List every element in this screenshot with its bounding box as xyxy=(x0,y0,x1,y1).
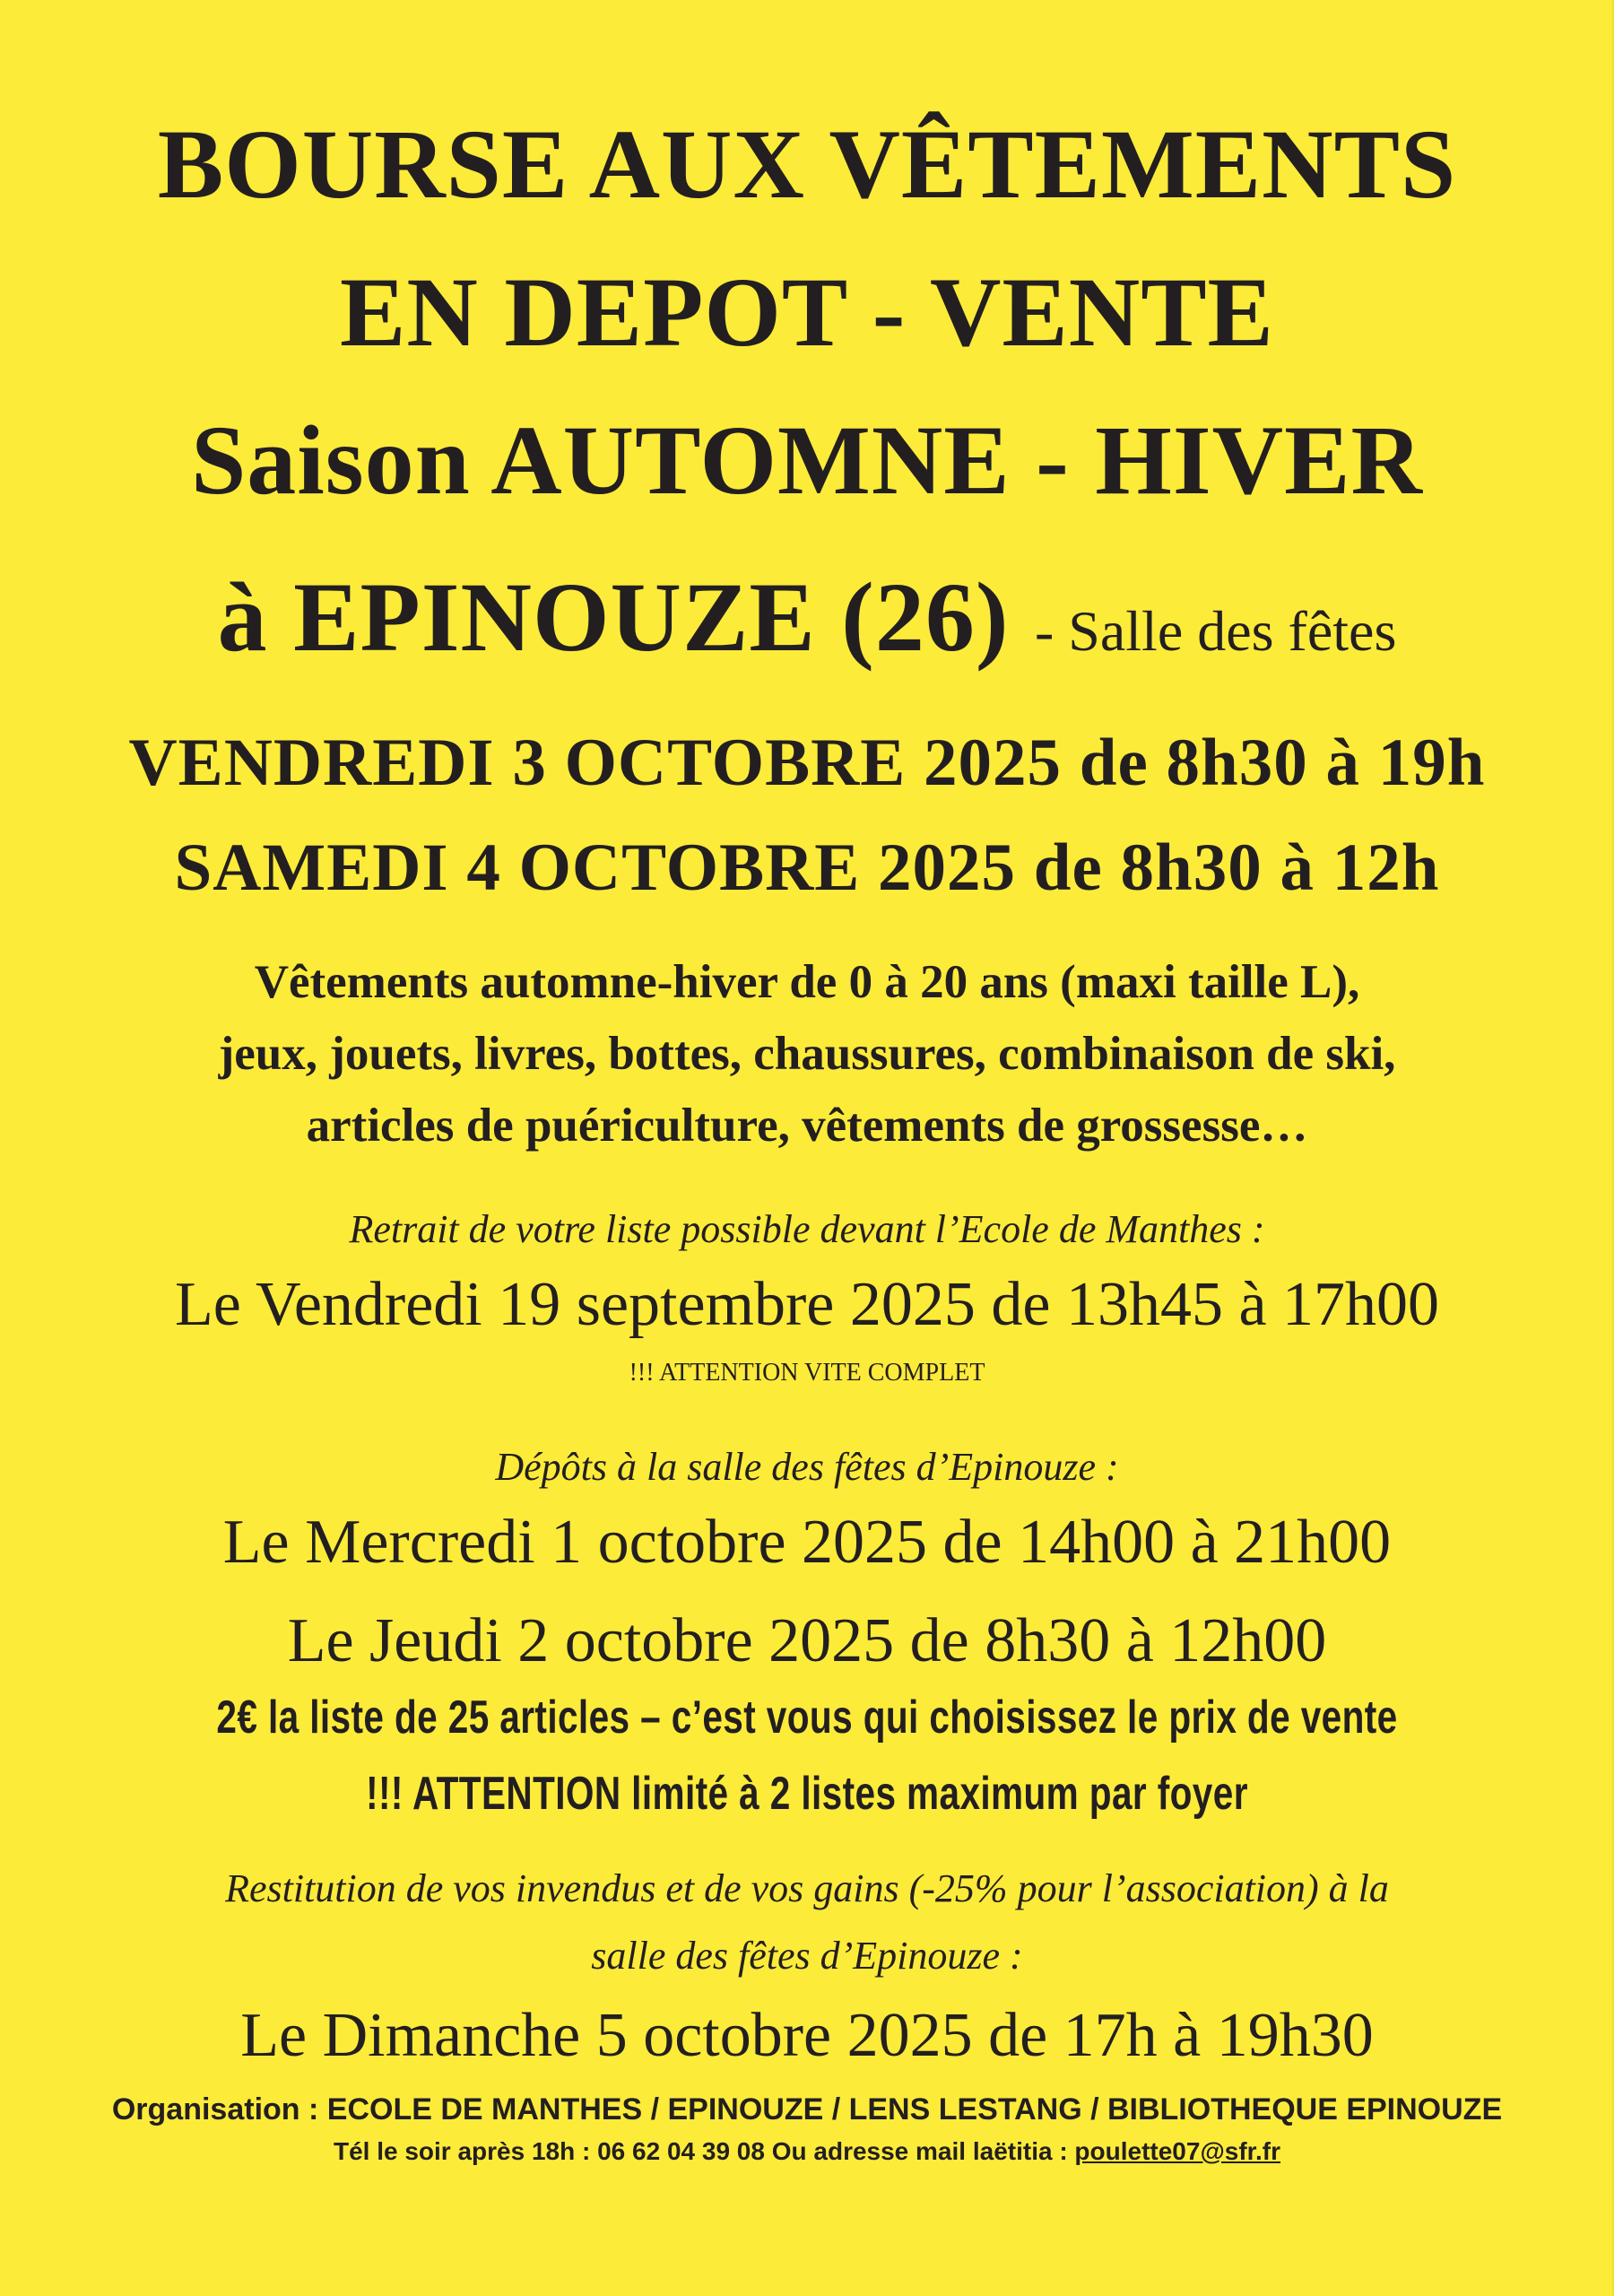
depots-intro: Dépôts à la salle des fêtes d’Epinouze : xyxy=(495,1445,1119,1489)
depots-date-2: Le Jeudi 2 octobre 2025 de 8h30 à 12h00 xyxy=(287,1606,1327,1675)
title-line-2: EN DEPOT - VENTE xyxy=(340,257,1274,367)
retrait-intro: Retrait de votre liste possible devant l’Ecole de Manthes : xyxy=(349,1207,1265,1251)
title-line-4 xyxy=(0,561,1614,674)
depots-price: 2€ la liste de 25 articles – c’est vous qui choisissez le prix de vente xyxy=(216,1692,1398,1744)
retrait-warning: !!! ATTENTION VITE COMPLET xyxy=(629,1359,985,1387)
title-venue: - Salle des fêtes xyxy=(1034,599,1397,663)
restitution-date: Le Dimanche 5 octobre 2025 de 17h à 19h30 xyxy=(240,2001,1374,2070)
items-line-3: articles de puériculture, vêtements de grossesse… xyxy=(306,1100,1308,1152)
depots-limit: !!! ATTENTION limité à 2 listes maximum par foyer xyxy=(366,1768,1248,1820)
footer-contact xyxy=(0,2137,1614,2166)
items-line-2: jeux, jouets, livres, bottes, chaussures, combinaison de ski, xyxy=(218,1028,1396,1080)
depots-date-1: Le Mercredi 1 octobre 2025 de 14h00 à 21h00 xyxy=(222,1508,1392,1577)
footer-contact-text: Tél le soir après 18h : 06 62 04 39 08 Ou adresse mail laëtitia : xyxy=(333,2137,1075,2165)
restitution-intro-1: Restitution de vos invendus et de vos gains (-25% pour l’association) à la xyxy=(225,1866,1389,1910)
footer-organisation: Organisation : ECOLE DE MANTHES / EPINOUZE / LENS LESTANG / BIBLIOTHEQUE EPINOUZE xyxy=(111,2092,1503,2126)
date-saturday: SAMEDI 4 OCTOBRE 2025 de 8h30 à 12h xyxy=(174,831,1440,905)
date-friday: VENDREDI 3 OCTOBRE 2025 de 8h30 à 19h xyxy=(128,726,1486,800)
title-location: à EPINOUZE (26) xyxy=(217,562,1010,672)
restitution-intro-2: salle des fêtes d’Epinouze : xyxy=(591,1934,1023,1978)
retrait-date: Le Vendredi 19 septembre 2025 de 13h45 à 17h00 xyxy=(174,1270,1440,1339)
title-line-3: Saison AUTOMNE - HIVER xyxy=(191,405,1423,515)
contact-email-link[interactable]: poulette07@sfr.fr xyxy=(1074,2137,1280,2165)
title-line-1: BOURSE AUX VÊTEMENTS xyxy=(157,109,1457,219)
items-line-1: Vêtements automne-hiver de 0 à 20 ans (maxi taille L), xyxy=(254,956,1360,1008)
